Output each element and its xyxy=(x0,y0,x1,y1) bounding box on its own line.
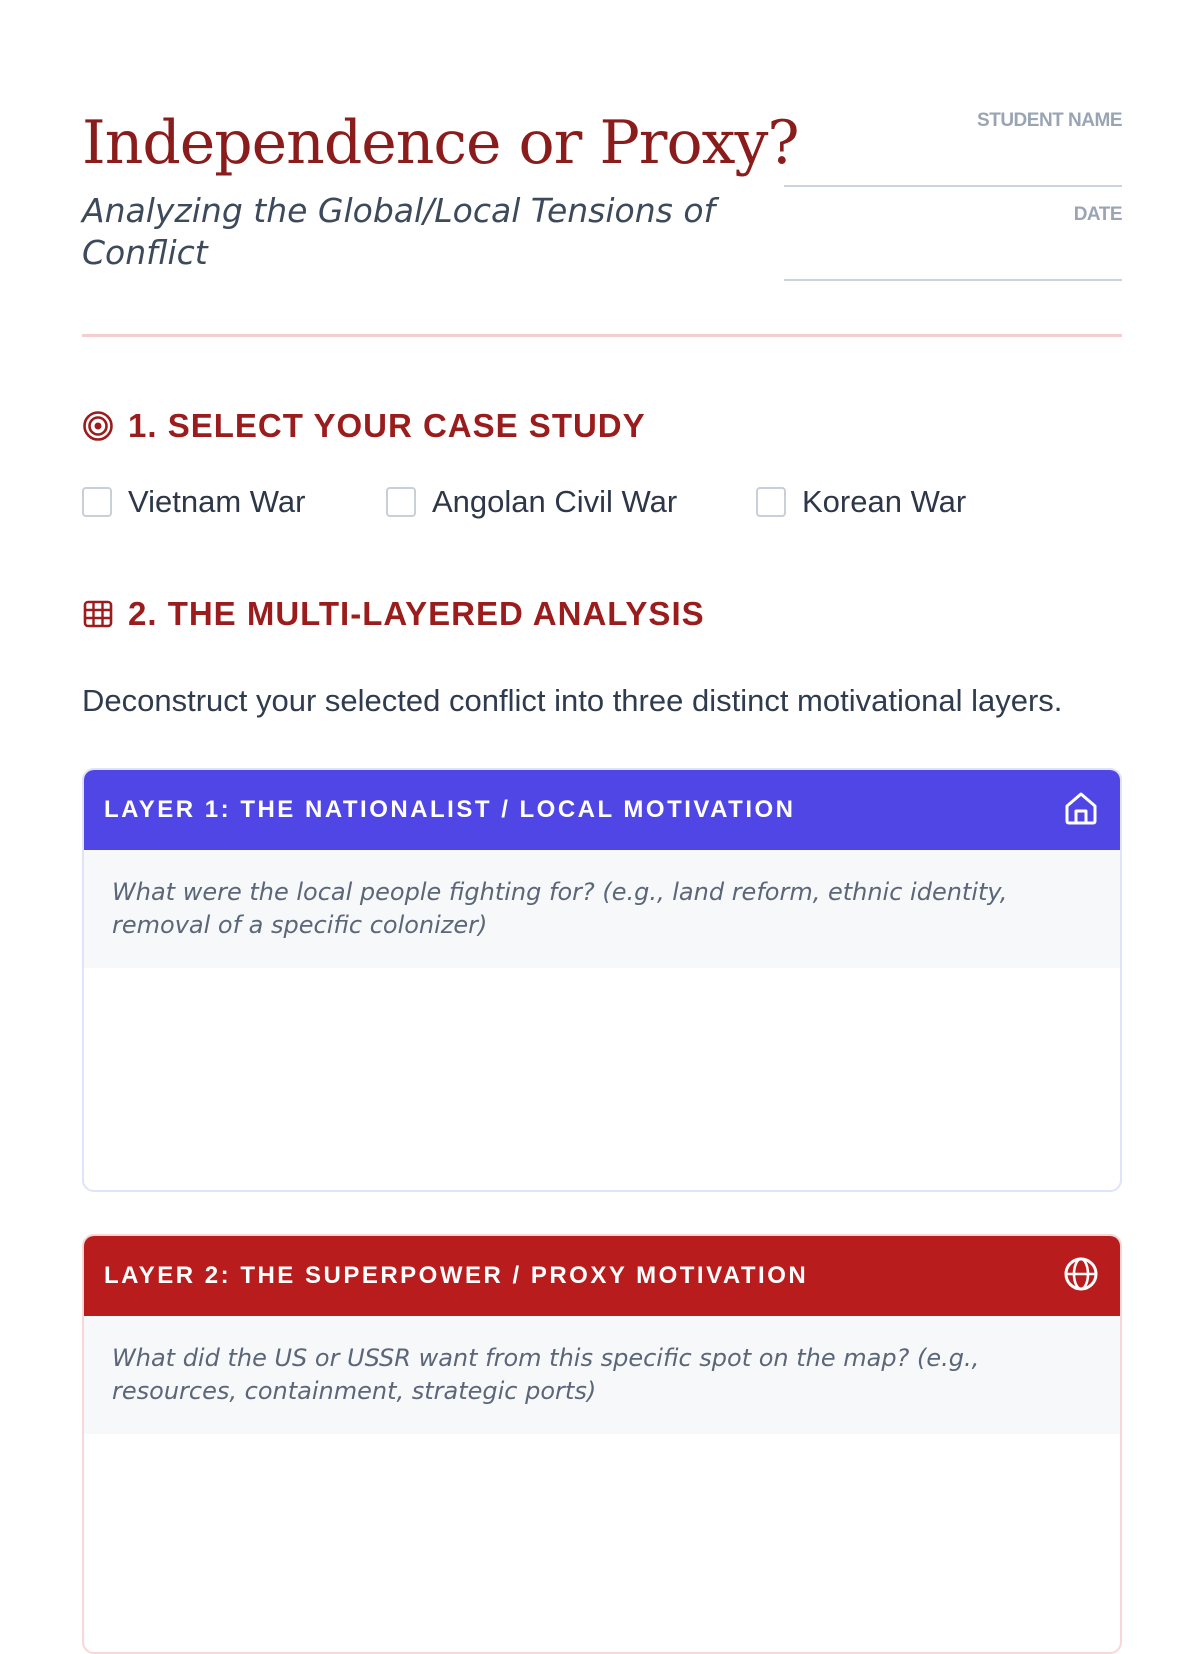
layer-1-title: LAYER 1: THE NATIONALIST / LOCAL MOTIVATION xyxy=(104,796,796,823)
section-analysis-heading xyxy=(82,595,705,633)
page-title: Independence or Proxy? xyxy=(82,108,799,178)
layer-1-card xyxy=(82,768,1122,1192)
grid-icon xyxy=(82,598,114,630)
layer-2-header xyxy=(84,1236,1120,1316)
option-label: Korean War xyxy=(802,484,967,519)
option-angolan-civil-war[interactable] xyxy=(386,484,756,520)
layer-2-prompt: What did the US or USSR want from this specific spot on the map? (e.g., resources, containment, strategic ports) xyxy=(84,1316,1120,1434)
analysis-instructions: Deconstruct your selected conflict into three distinct motivational layers. xyxy=(82,683,1063,718)
layer-2-card xyxy=(82,1234,1122,1654)
section-case-study-title: 1. SELECT YOUR CASE STUDY xyxy=(128,407,646,444)
date-label: DATE xyxy=(1073,204,1122,225)
layer-1-header xyxy=(84,770,1120,850)
case-study-options xyxy=(82,484,966,520)
globe-icon xyxy=(1062,1255,1100,1298)
layer-1-prompt: What were the local people fighting for? (e.g., land reform, ethnic identity, removal of a specific colonizer) xyxy=(84,850,1120,968)
target-icon xyxy=(82,410,114,442)
option-korean-war[interactable] xyxy=(756,484,966,520)
page-subtitle: Analyzing the Global/Local Tensions of Conflict xyxy=(82,191,716,272)
date-field[interactable] xyxy=(784,279,1122,281)
section-case-study-heading xyxy=(82,407,646,445)
header-divider xyxy=(82,334,1122,337)
option-vietnam-war[interactable] xyxy=(82,484,386,520)
checkbox[interactable] xyxy=(756,487,786,517)
student-name-label: STUDENT NAME xyxy=(977,110,1122,131)
layer-2-response-area[interactable] xyxy=(84,1434,1120,1654)
checkbox[interactable] xyxy=(82,487,112,517)
student-name-field[interactable] xyxy=(784,185,1122,187)
layer-2-title: LAYER 2: THE SUPERPOWER / PROXY MOTIVATION xyxy=(104,1262,809,1289)
option-label: Vietnam War xyxy=(128,484,306,519)
option-label: Angolan Civil War xyxy=(432,484,678,519)
home-icon xyxy=(1062,789,1100,832)
checkbox[interactable] xyxy=(386,487,416,517)
section-analysis-title: 2. THE MULTI-LAYERED ANALYSIS xyxy=(128,595,705,632)
layer-1-response-area[interactable] xyxy=(84,968,1120,1188)
